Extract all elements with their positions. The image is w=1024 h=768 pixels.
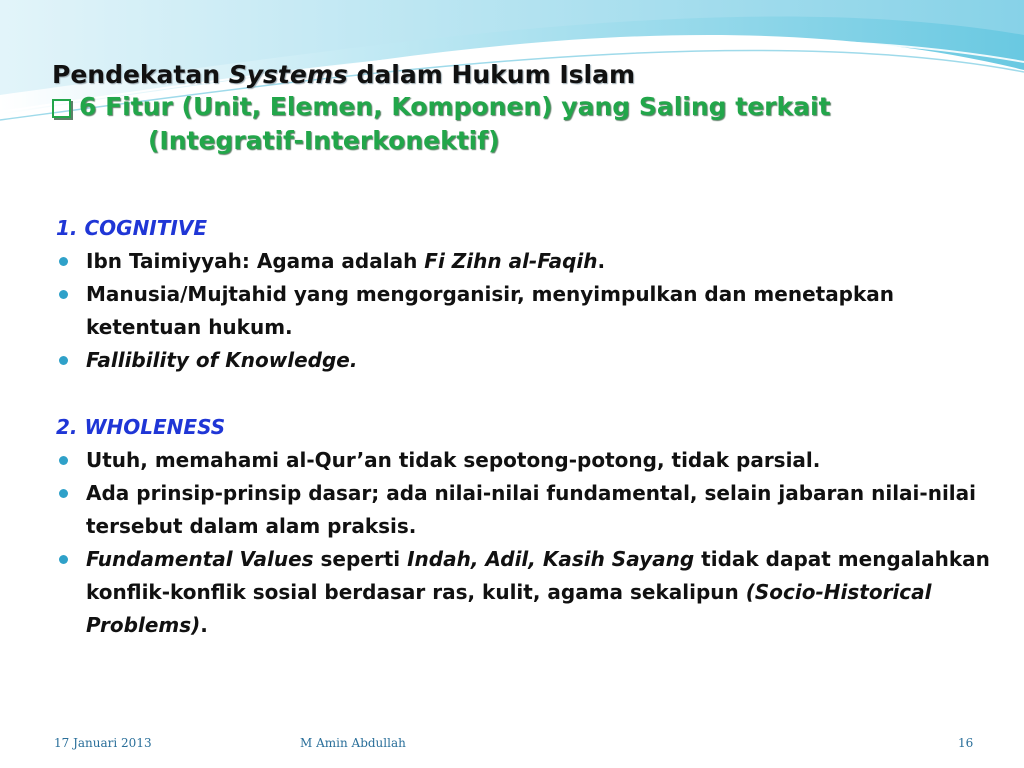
bullet-icon — [59, 356, 68, 365]
checkbox-bullet-icon — [52, 99, 71, 118]
title-line-2 — [52, 90, 1012, 124]
list-item — [56, 444, 996, 477]
bullet-text-italic: Fi Zihn al-Faqih — [424, 249, 598, 273]
cognitive-list — [56, 245, 996, 377]
title-suffix: dalam Hukum Islam — [347, 60, 636, 89]
bullet-text: tidak dapat mengalahkan konflik-konflik sosial berdasar ras, kulit, agama sekalipun — [86, 547, 990, 604]
list-item — [56, 477, 996, 543]
bullet-icon — [59, 290, 68, 299]
list-item — [56, 344, 996, 377]
bullet-icon — [59, 456, 68, 465]
title-prefix: Pendekatan — [52, 60, 229, 89]
bullet-text: . — [200, 613, 208, 637]
slide-content — [56, 212, 996, 642]
bullet-text-italic: Indah, Adil, Kasih Sayang — [407, 547, 695, 571]
bullet-text: Utuh, memahami al-Qur’an tidak sepotong-potong, tidak parsial. — [86, 448, 821, 472]
bullet-text-italic: Fundamental Values — [86, 547, 314, 571]
bullet-text: Ibn Taimiyyah: Agama adalah — [86, 249, 425, 273]
wholeness-list — [56, 444, 996, 642]
bullet-icon — [59, 555, 68, 564]
bullet-text: . — [597, 249, 606, 273]
footer-date: 17 Januari 2013 — [54, 736, 152, 750]
footer-author: M Amin Abdullah — [300, 736, 406, 750]
bullet-text: Manusia/Mujtahid yang mengorganisir, menyimpulkan dan menetapkan ketentuan hukum. — [86, 282, 895, 339]
title-italic: Systems — [228, 60, 348, 89]
bullet-text-italic: (Socio-Historical Problems) — [86, 580, 932, 637]
title-subtitle: 6 Fitur (Unit, Elemen, Komponen) yang Saling terkait — [79, 92, 831, 121]
list-item — [56, 278, 996, 344]
title-line-1 — [52, 60, 1012, 90]
bullet-text: seperti — [313, 547, 408, 571]
bullet-icon — [59, 489, 68, 498]
section-heading-wholeness: 2. WHOLENESS — [56, 415, 226, 439]
page-number: 16 — [958, 736, 974, 750]
list-item — [56, 245, 996, 278]
list-item — [56, 543, 996, 642]
bullet-text: Ada prinsip-prinsip dasar; ada nilai-nilai fundamental, selain jabaran nilai-nilai tersebut dalam alam praksis. — [86, 481, 976, 538]
title-line-3: (Integratif-Interkonektif) — [148, 126, 500, 155]
slide-title — [52, 60, 1012, 158]
section-heading-cognitive: 1. COGNITIVE — [56, 216, 207, 240]
bullet-icon — [59, 257, 68, 266]
bullet-text-italic: Fallibility of Knowledge. — [86, 348, 358, 372]
